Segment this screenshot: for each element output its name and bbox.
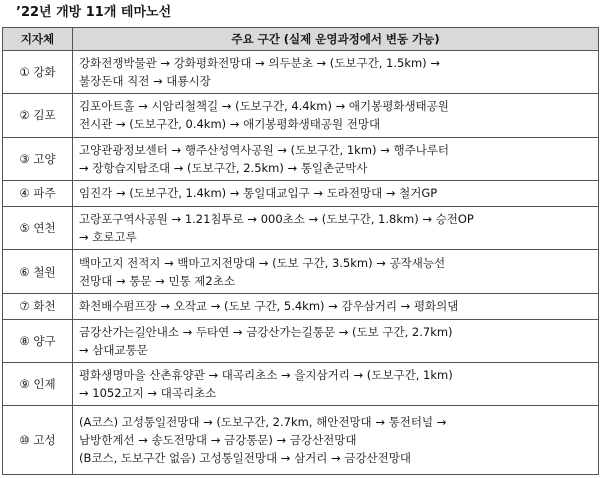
- route-line: 평화생명마을 산촌휴양관 → 대곡리초소 → 을지삼거리 → (도보구간, 1km): [79, 368, 453, 383]
- route-cell: [73, 94, 599, 137]
- table-row: [3, 250, 599, 293]
- region-cell: ⑩ 고성: [3, 406, 73, 475]
- route-line: 강화전쟁박물관 → 강화평화전망대 → 의두분초 → (도보구간, 1.5km) →: [79, 56, 440, 71]
- region-cell: ⑦ 화천: [3, 293, 73, 319]
- header-route: 주요 구간 (실제 운영과정에서 변동 가능): [73, 28, 599, 51]
- route-line: (A코스) 고성통일전망대 → (도보구간, 2.7km, 해안전망대 → 통전터널 →: [79, 415, 447, 430]
- route-line: (B코스, 도보구간 없음) 고성통일전망대 → 삼거리 → 금강산전망대: [79, 451, 411, 466]
- route-cell: [73, 319, 599, 362]
- route-line: 김포아트홀 → 시암리철책길 → (도보구간, 4.4km) → 애기봉평화생태공원: [79, 99, 449, 114]
- region-cell: ⑤ 연천: [3, 207, 73, 250]
- route-cell: [73, 250, 599, 293]
- header-region: 지자체: [3, 28, 73, 51]
- route-line: 전시관 → (도보구간, 0.4km) → 애기봉평화생태공원 전망대: [79, 117, 381, 132]
- table-row: [3, 406, 599, 475]
- theme-route-table: [2, 27, 599, 475]
- table-row: [3, 293, 599, 319]
- route-line: 남방한계선 → 송도전망대 → 금강통문) → 금강산전망대: [79, 433, 357, 448]
- region-cell: ④ 파주: [3, 180, 73, 206]
- route-line: 임진각 → (도보구간, 1.4km) → 통일대교입구 → 도라전망대 → 철거GP: [79, 186, 438, 201]
- table-header-row: [3, 28, 599, 51]
- route-line: 고양관광정보센터 → 행주산성역사공원 → (도보구간, 1km) → 행주나루터: [79, 142, 450, 157]
- region-cell: ③ 고양: [3, 137, 73, 180]
- route-line: → 호로고루: [79, 230, 137, 245]
- route-line: → 1052고지 → 대곡리초소: [79, 386, 217, 401]
- table-row: [3, 180, 599, 206]
- region-cell: ⑨ 인제: [3, 363, 73, 406]
- table-row: [3, 137, 599, 180]
- route-line: → 장항습지탐조대 → (도보구간, 2.5km) → 통일촌군막사: [79, 160, 368, 175]
- route-cell: [73, 363, 599, 406]
- route-cell: [73, 137, 599, 180]
- table-row: [3, 363, 599, 406]
- table-row: [3, 51, 599, 94]
- table-row: [3, 319, 599, 362]
- region-cell: ① 강화: [3, 51, 73, 94]
- route-cell: [73, 51, 599, 94]
- route-line: 불장돈대 직전 → 대룡시장: [79, 74, 211, 89]
- page-title: ’22년 개방 11개 테마노선: [16, 5, 172, 20]
- route-line: 금강산가는길안내소 → 두타연 → 금강산가는길통문 → (도보 구간, 2.7km): [79, 325, 453, 340]
- route-cell: [73, 180, 599, 206]
- route-line: 화천배수펌프장 → 오작교 → (도보 구간, 5.4km) → 감우삼거리 → 평화의댐: [79, 299, 459, 314]
- route-line: 백마고지 전적지 → 백마고지전망대 → (도보 구간, 3.5km) → 공작새능선: [79, 255, 446, 270]
- region-cell: ② 김포: [3, 94, 73, 137]
- route-cell: [73, 293, 599, 319]
- route-line: → 삼대교통문: [79, 343, 148, 358]
- route-cell: [73, 207, 599, 250]
- route-cell: [73, 406, 599, 475]
- table-row: [3, 207, 599, 250]
- region-cell: ⑥ 철원: [3, 250, 73, 293]
- route-line: 고랑포구역사공원 → 1.21침투로 → 000초소 → (도보구간, 1.8km) → 승전OP: [79, 212, 474, 227]
- region-cell: ⑧ 양구: [3, 319, 73, 362]
- table-row: [3, 94, 599, 137]
- route-line: 전망대 → 통문 → 민통 제2초소: [79, 273, 235, 288]
